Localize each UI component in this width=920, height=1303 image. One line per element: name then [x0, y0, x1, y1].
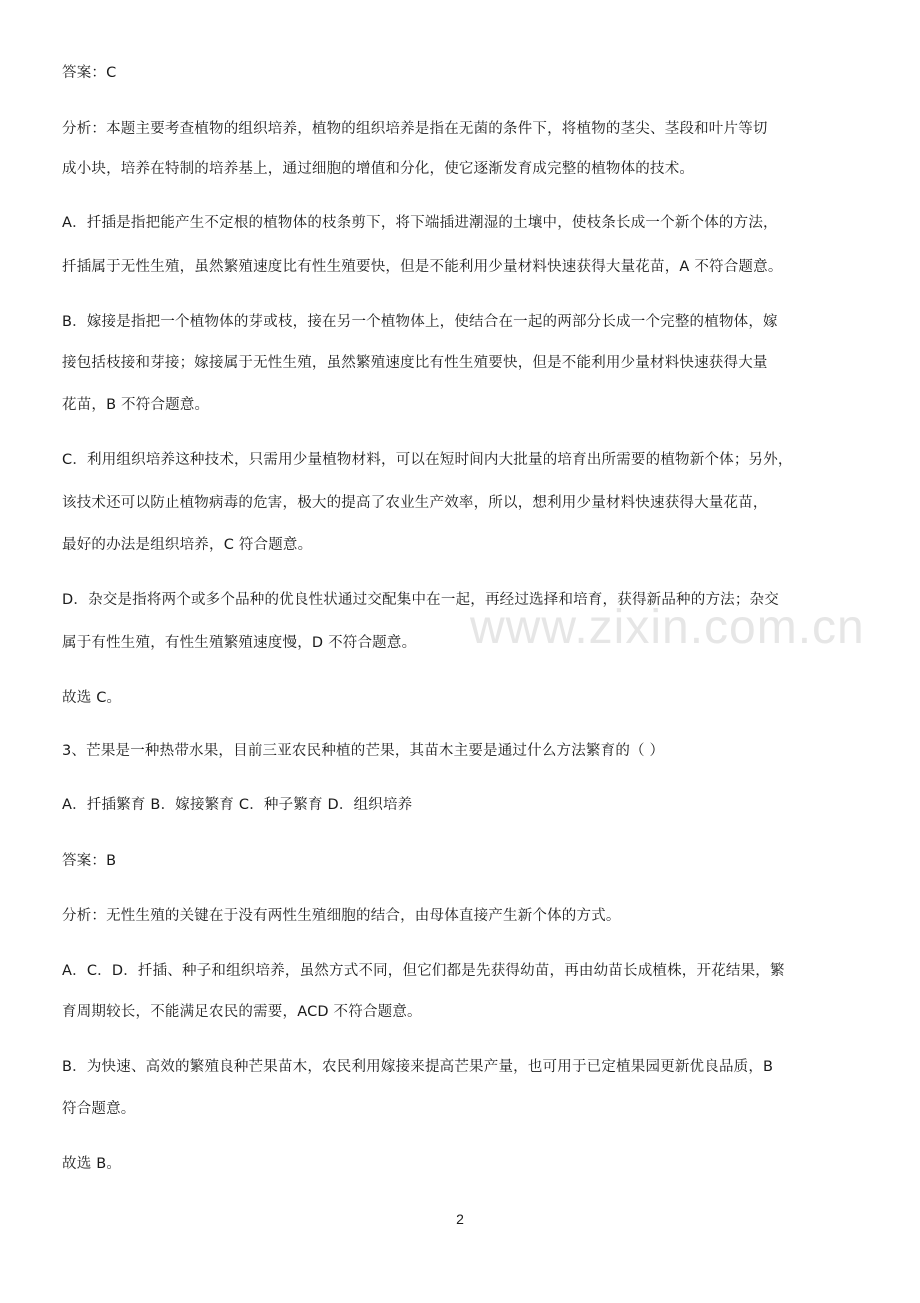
option-d-explanation: D．杂交是指将两个或多个品种的优良性状通过交配集中在一起，再经过选择和培育，获得新品种的方法；杂交	[62, 592, 779, 608]
option-c-explanation: 最好的办法是组织培养，C 符合题意。	[62, 537, 313, 553]
option-d-explanation: 属于有性生殖，有性生殖繁殖速度慢，D 不符合题意。	[62, 635, 417, 651]
option-b-explanation: 符合题意。	[62, 1101, 136, 1117]
analysis-line: 分析：无性生殖的关键在于没有两性生殖细胞的结合，由母体直接产生新个体的方式。	[62, 908, 621, 924]
answer-line-q2: 答案：C	[62, 65, 117, 81]
answer-line-q3: 答案：B	[62, 853, 117, 869]
option-b-explanation: 接包括枝接和芽接；嫁接属于无性生殖，虽然繁殖速度比有性生殖要快，但是不能利用少量材料快速获得大量	[62, 355, 768, 371]
analysis-line: 分析：本题主要考查植物的组织培养，植物的组织培养是指在无菌的条件下，将植物的茎尖、茎段和叶片等切	[62, 121, 768, 137]
analysis-line: 成小块，培养在特制的培养基上，通过细胞的增值和分化，使它逐渐发育成完整的植物体的技术。	[62, 161, 695, 177]
conclusion-q3: 故选 B。	[62, 1156, 122, 1172]
option-b-explanation: B．为快速、高效的繁殖良种芒果苗木，农民利用嫁接来提高芒果产量，也可用于已定植果园更新优良品质，B	[62, 1059, 774, 1075]
option-acd-explanation: 育周期较长，不能满足农民的需要，ACD 不符合题意。	[62, 1004, 422, 1020]
option-c-explanation: 该技术还可以防止植物病毒的危害，极大的提高了农业生产效率，所以，想利用少量材料快速获得大量花苗，	[62, 495, 768, 511]
option-a-explanation: 扦插属于无性生殖，虽然繁殖速度比有性生殖要快，但是不能利用少量材料快速获得大量花苗，A 不符合题意。	[62, 259, 783, 275]
question-3-options: A．扦插繁育 B．嫁接繁育 C．种子繁育 D．组织培养	[62, 797, 413, 813]
watermark: www.zixin.com.cn	[470, 601, 865, 654]
option-b-explanation: 花苗，B 不符合题意。	[62, 397, 210, 413]
option-b-explanation: B．嫁接是指把一个植物体的芽或枝，接在另一个植物体上，使结合在一起的两部分长成一个完整的植物体，嫁	[62, 314, 778, 330]
page-number: 2	[456, 1211, 464, 1227]
option-a-explanation: A．扦插是指把能产生不定根的植物体的枝条剪下，将下端插进潮湿的土壤中，使枝条长成一个新个体的方法，	[62, 215, 778, 231]
question-3: 3、芒果是一种热带水果，目前三亚农民种植的芒果，其苗木主要是通过什么方法繁育的（ ）	[62, 743, 665, 759]
option-acd-explanation: A．C．D．扦插、种子和组织培养，虽然方式不同，但它们都是先获得幼苗，再由幼苗长成植株，开花结果，繁	[62, 963, 785, 979]
option-c-explanation: C．利用组织培养这种技术，只需用少量植物材料，可以在短时间内大批量的培育出所需要的植物新个体；另外，	[62, 452, 793, 468]
conclusion-q2: 故选 C。	[62, 690, 122, 706]
